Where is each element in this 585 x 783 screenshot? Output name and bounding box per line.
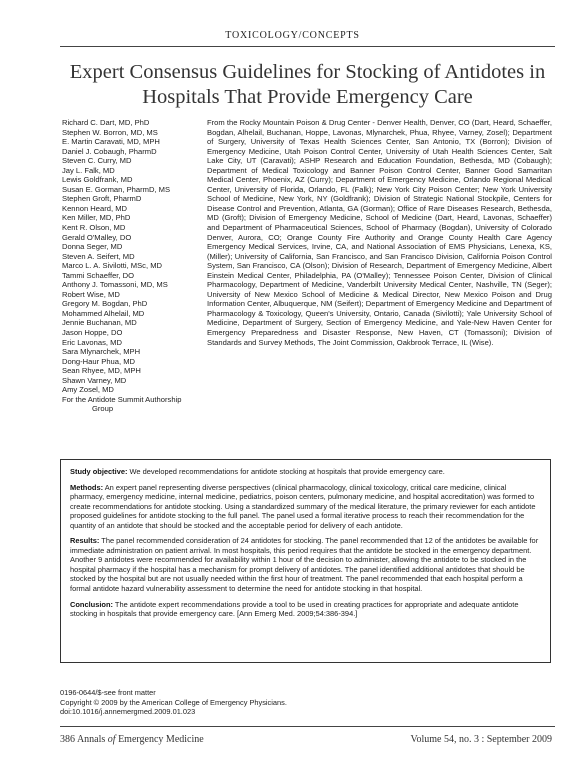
article-title (60, 60, 555, 110)
author: Amy Zosel, MD (62, 385, 114, 395)
author: Jay L. Falk, MD (62, 165, 115, 175)
abstract-conclusion (70, 600, 541, 619)
bottom-divider (60, 726, 555, 727)
author: Shawn Varney, MD (62, 375, 127, 385)
author: Eric Lavonas, MD (62, 337, 122, 347)
footer-volume: Volume 54, no. 3 : September 2009 (410, 734, 552, 745)
issn-line: 0196-0644/$-see front matter (60, 688, 156, 697)
author: Kent R. Olson, MD (62, 223, 126, 233)
publication-meta (60, 688, 287, 717)
author: Ken Miller, MD, PhD (62, 213, 131, 223)
author: Jennie Buchanan, MD (62, 318, 137, 328)
conclusion-label: Conclusion: (70, 599, 113, 609)
author: Tammi Schaeffer, DO (62, 270, 135, 280)
author: Dong-Haur Phua, MD (62, 356, 136, 366)
author: Richard C. Dart, MD, PhD (62, 118, 150, 127)
author: Sara Mlynarchek, MPH (62, 347, 141, 357)
title-line-1: Expert Consensus Guidelines for Stocking of Antidotes in (69, 61, 546, 83)
author-group: For the Antidote Summit Authorship (62, 394, 182, 404)
author: Marco L. A. Sivilotti, MSc, MD (62, 261, 163, 271)
objective-text: We developed recommendations for antidote stocking at hospitals that provide emergency care. (129, 467, 445, 476)
author: Donna Seger, MD (62, 242, 123, 252)
journal-suffix: Emergency Medicine (118, 734, 204, 745)
author: Susan E. Gorman, PharmD, MS (62, 184, 171, 194)
conclusion-text: The antidote expert recommendations provide a tool to be used in creating practices for appropriate and adequate antidote stocking in hospitals that provide emergency care. [Ann Emerg Med. 2009;54:386-394.] (70, 599, 519, 619)
copyright-line: Copyright © 2009 by the American College of Emergency Physicians. (60, 697, 287, 707)
footer-journal (60, 734, 204, 745)
abstract-box (60, 459, 551, 663)
author: Stephen W. Borron, MD, MS (62, 127, 158, 137)
top-divider (60, 46, 555, 47)
section-label: TOXICOLOGY/CONCEPTS (225, 30, 360, 41)
results-text: The panel recommended consideration of 24 antidotes for stocking. The panel recommended that 12 of the antidotes be available for immediate administration on patient arrival. In most hospitals, this period requires that the antidote be stocked in the emergency department. Another 9 antidotes were recommended for availability within 1 hour of the decision to administer, allowing the antidote to be stocked in the hospital pharmacy if the hospital has a mechanism for prompt delivery of antidotes. The panel identified additional antidotes that should be stocked by the hospital but are not usually needed within the first hour of treatment. The panel recommended that each hospital perform a formal antidote hazard vulnerability assessment to determine the need for antidote stocking in that hospital. (70, 536, 539, 594)
author: Robert Wise, MD (62, 289, 120, 299)
author: Steven A. Seifert, MD (62, 251, 135, 261)
author: Jason Hoppe, DO (62, 328, 123, 338)
author: Steven C. Curry, MD (62, 156, 132, 166)
objective-label: Study objective: (70, 467, 128, 476)
abstract-results (70, 536, 541, 593)
author: Gerald O'Malley, DO (62, 232, 132, 242)
author: Kennon Heard, MD (62, 203, 128, 213)
journal-of: of (107, 734, 116, 745)
author: Anthony J. Tomassoni, MD, MS (62, 280, 168, 290)
author: Stephen Groft, PharmD (62, 194, 142, 204)
author: Mohammed Alhelail, MD (62, 308, 145, 318)
author: Gregory M. Bogdan, PhD (62, 299, 148, 309)
methods-text: An expert panel representing diverse perspectives (clinical pharmacology, clinical toxicology, critical care medicine, clinical pharmacy, emergency medicine, internal medicine, pediatrics, poison centers, pulmonary medicine, and hospital accreditation) was formed to create recommendations for antidote stocking. Using a standardized summary of the medical literature, the primary reviewer for each antidote proposed guidelines for antidote stocking to the full panel. The panel used a formal iterative process to reach their recommendation for the quantity of an antidote that should be stocked and the acceptable period for delivery of each antidote. (70, 482, 536, 530)
title-line-2: Hospitals That Provide Emergency Care (142, 86, 473, 108)
results-label: Results: (70, 536, 100, 546)
affiliations: From the Rocky Mountain Poison & Drug Center - Denver Health, Denver, CO (Dart, Heard, Schaeffer, Bogdan, Alhelail, Buchanan, Hoppe, Lavonas, Mlynarchek, Phua, Rhyee, Varney, Zosel); Department of Surgery, University of Texas Health Sciences Center, San Antonio, TX (Borron); Division of Emergency Medicine, Utah Poison Control Center, University of Utah Health Sciences Center, Salt Lake City, UT (Caravati); ASHP Research and Education Foundation, Bethesda, MD (Cobaugh); Department of Medical Toxicology and Banner Poison Control Center, Banner Good Samaritan Medical Center, Phoenix, AZ (Curry); Department of Emergency Medicine, Orlando Regional Medical Center, University of Florida, Orlando, FL (Falk); New York City Poison Center; New York University School of Medicine, New York, NY (Goldfrank); Division of Strategic National Stockpile, Centers for Disease Control and Prevention, Atlanta, GA (Gorman); Office of Rare Diseases Research, Bethesda, MD (Groft); Division of Emergency Medicine, School of Medicine (Dart, Heard, Lavonas, Schaeffer) and Department of Pharmaceutical Sciences, School of Pharmacy (Bogdan), University of Colorado Denver, Aurora, CO; Orange County Fire Authority and Orange County Health Care Agency Emergency Medical Services, Irvine, CA, and National Association of EMS Physicians, Lenexa, KS, (Miller); University of California, San Francisco, and San Francisco Division, California Poison Control System, San Francisco, CA (Olson); Division of Research, Department of Emergency Medicine, Albert Einstein Medical Center, Philadelphia, PA (O'Malley); Tennessee Poison Center, Division of Clinical Pharmacology, Department of Medicine, Vanderbilt University Medical Center, Nashville, TN (Seger); University of New Mexico School of Medicine & Medical Director, New Mexico Poison and Drug Information Center, Albuquerque, NM (Seifert); Department of Emergency Medicine and Department of Pharmacology & Toxicology, Queen's University, Ontario, Canada (Sivilotti); Yale University School of Medicine, Department of Surgery, Section of Emergency Medicine, and Yale-New Haven Center for Emergency Preparedness and Disaster Response, New Haven, CT (Tomassoni); Division of Standards and Survey Methods, The Joint Commission, Oakbrook Terrace, IL (Wise). (207, 118, 552, 347)
page-number: 386 (60, 734, 75, 745)
abstract-objective (70, 467, 541, 477)
author: Daniel J. Cobaugh, PharmD (62, 146, 157, 156)
abstract-methods (70, 483, 541, 531)
author-group-tail: Group (92, 404, 114, 414)
author: Lewis Goldfrank, MD (62, 175, 133, 185)
doi-link[interactable]: doi:10.1016/j.annemergmed.2009.01.023 (60, 707, 196, 717)
journal-prefix: Annals (76, 734, 106, 745)
methods-label: Methods: (70, 482, 104, 492)
author: Sean Rhyee, MD, MPH (62, 366, 141, 376)
author: E. Martin Caravati, MD, MPH (62, 137, 160, 147)
